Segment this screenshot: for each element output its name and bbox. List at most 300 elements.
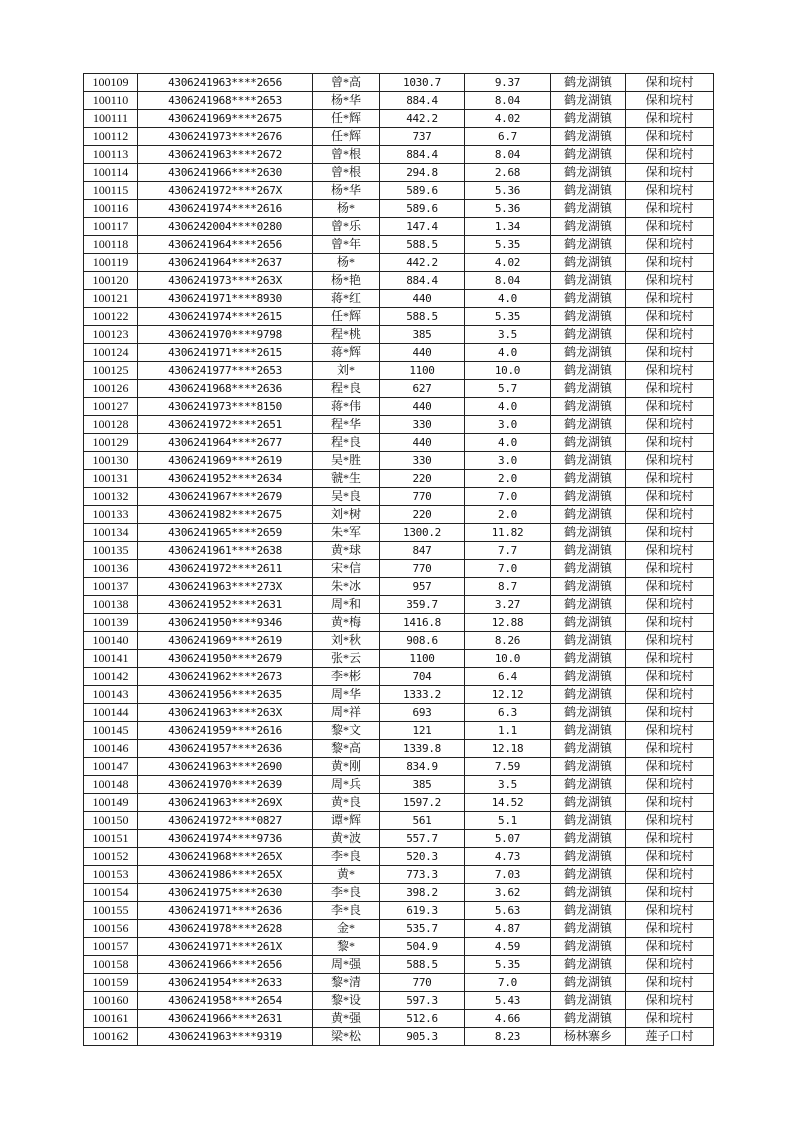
town-cell: 鹤龙湖镇 [551,866,626,884]
record-id-cell: 100128 [84,416,138,434]
id-card-number-cell: 4306241974****2616 [138,200,313,218]
table-row [84,362,714,380]
record-id-cell: 100126 [84,380,138,398]
amount-cell: 440 [380,290,465,308]
record-id-cell: 100123 [84,326,138,344]
amount-cell: 557.7 [380,830,465,848]
id-card-number-cell: 4306241968****2653 [138,92,313,110]
person-name-cell: 程*桃 [313,326,380,344]
table-row [84,920,714,938]
village-cell: 保和垸村 [626,344,714,362]
table-row [84,164,714,182]
village-cell: 保和垸村 [626,866,714,884]
record-id-cell: 100115 [84,182,138,200]
village-cell: 保和垸村 [626,956,714,974]
record-id-cell: 100149 [84,794,138,812]
id-card-number-cell: 4306241966****2656 [138,956,313,974]
quantity-cell: 1.34 [465,218,551,236]
town-cell: 鹤龙湖镇 [551,452,626,470]
amount-cell: 1300.2 [380,524,465,542]
person-name-cell: 曾*根 [313,146,380,164]
village-cell: 保和垸村 [626,146,714,164]
person-name-cell: 黎*清 [313,974,380,992]
record-id-cell: 100129 [84,434,138,452]
village-cell: 保和垸村 [626,218,714,236]
village-cell: 保和垸村 [626,254,714,272]
village-cell: 保和垸村 [626,992,714,1010]
person-name-cell: 黄*刚 [313,758,380,776]
village-cell: 保和垸村 [626,128,714,146]
table-row [84,74,714,92]
id-card-number-cell: 4306241963****2672 [138,146,313,164]
person-name-cell: 杨* [313,254,380,272]
village-cell: 保和垸村 [626,722,714,740]
quantity-cell: 3.27 [465,596,551,614]
id-card-number-cell: 4306241968****2636 [138,380,313,398]
id-card-number-cell: 4306241956****2635 [138,686,313,704]
town-cell: 鹤龙湖镇 [551,758,626,776]
person-name-cell: 黄*波 [313,830,380,848]
amount-cell: 220 [380,506,465,524]
town-cell: 鹤龙湖镇 [551,398,626,416]
table-row [84,866,714,884]
quantity-cell: 12.12 [465,686,551,704]
record-id-cell: 100151 [84,830,138,848]
id-card-number-cell: 4306241972****0827 [138,812,313,830]
record-id-cell: 100156 [84,920,138,938]
town-cell: 鹤龙湖镇 [551,974,626,992]
record-id-cell: 100121 [84,290,138,308]
person-name-cell: 曾*年 [313,236,380,254]
village-cell: 保和垸村 [626,398,714,416]
record-id-cell: 100162 [84,1028,138,1046]
village-cell: 保和垸村 [626,326,714,344]
quantity-cell: 10.0 [465,362,551,380]
town-cell: 鹤龙湖镇 [551,110,626,128]
record-id-cell: 100130 [84,452,138,470]
quantity-cell: 4.59 [465,938,551,956]
table-row [84,434,714,452]
table-row [84,1010,714,1028]
id-card-number-cell: 4306241963****273X [138,578,313,596]
village-cell: 保和垸村 [626,380,714,398]
table-row [84,830,714,848]
amount-cell: 847 [380,542,465,560]
record-id-cell: 100154 [84,884,138,902]
person-name-cell: 周*和 [313,596,380,614]
id-card-number-cell: 4306241975****2630 [138,884,313,902]
record-id-cell: 100118 [84,236,138,254]
village-cell: 保和垸村 [626,92,714,110]
id-card-number-cell: 4306241973****8150 [138,398,313,416]
person-name-cell: 黎*高 [313,740,380,758]
amount-cell: 589.6 [380,200,465,218]
town-cell: 鹤龙湖镇 [551,182,626,200]
table-row [84,776,714,794]
id-card-number-cell: 4306241952****2634 [138,470,313,488]
amount-cell: 884.4 [380,146,465,164]
quantity-cell: 8.23 [465,1028,551,1046]
amount-cell: 561 [380,812,465,830]
town-cell: 鹤龙湖镇 [551,722,626,740]
person-name-cell: 朱*军 [313,524,380,542]
town-cell: 鹤龙湖镇 [551,776,626,794]
amount-cell: 385 [380,776,465,794]
town-cell: 鹤龙湖镇 [551,542,626,560]
record-id-cell: 100132 [84,488,138,506]
table-row [84,722,714,740]
table-row [84,308,714,326]
table-row [84,488,714,506]
amount-cell: 589.6 [380,182,465,200]
amount-cell: 770 [380,974,465,992]
town-cell: 鹤龙湖镇 [551,668,626,686]
amount-cell: 834.9 [380,758,465,776]
record-id-cell: 100139 [84,614,138,632]
amount-cell: 1597.2 [380,794,465,812]
id-card-number-cell: 4306241971****2636 [138,902,313,920]
town-cell: 鹤龙湖镇 [551,344,626,362]
amount-cell: 385 [380,326,465,344]
id-card-number-cell: 4306241971****8930 [138,290,313,308]
quantity-cell: 8.26 [465,632,551,650]
person-name-cell: 吴*胜 [313,452,380,470]
table-row [84,146,714,164]
record-id-cell: 100125 [84,362,138,380]
village-cell: 保和垸村 [626,470,714,488]
id-card-number-cell: 4306241973****263X [138,272,313,290]
town-cell: 鹤龙湖镇 [551,326,626,344]
id-card-number-cell: 4306241967****2679 [138,488,313,506]
table-row [84,326,714,344]
amount-cell: 619.3 [380,902,465,920]
record-id-cell: 100155 [84,902,138,920]
table-row [84,380,714,398]
amount-cell: 957 [380,578,465,596]
village-cell: 保和垸村 [626,452,714,470]
village-cell: 保和垸村 [626,830,714,848]
village-cell: 保和垸村 [626,164,714,182]
person-name-cell: 蒋*红 [313,290,380,308]
record-id-cell: 100131 [84,470,138,488]
amount-cell: 770 [380,560,465,578]
id-card-number-cell: 4306241973****2676 [138,128,313,146]
table-row [84,344,714,362]
table-row [84,614,714,632]
village-cell: 保和垸村 [626,416,714,434]
record-id-cell: 100138 [84,596,138,614]
village-cell: 保和垸村 [626,704,714,722]
id-card-number-cell: 4306241969****2675 [138,110,313,128]
table-row [84,650,714,668]
amount-cell: 627 [380,380,465,398]
amount-cell: 1339.8 [380,740,465,758]
person-name-cell: 宋*信 [313,560,380,578]
record-id-cell: 100159 [84,974,138,992]
village-cell: 保和垸村 [626,668,714,686]
town-cell: 鹤龙湖镇 [551,884,626,902]
table-row [84,506,714,524]
town-cell: 鹤龙湖镇 [551,488,626,506]
table-row [84,956,714,974]
id-card-number-cell: 4306241954****2633 [138,974,313,992]
quantity-cell: 5.35 [465,236,551,254]
quantity-cell: 11.82 [465,524,551,542]
table-row [84,1028,714,1046]
record-id-cell: 100144 [84,704,138,722]
id-card-number-cell: 4306241964****2656 [138,236,313,254]
quantity-cell: 5.36 [465,200,551,218]
quantity-cell: 7.7 [465,542,551,560]
person-name-cell: 任*辉 [313,110,380,128]
amount-cell: 693 [380,704,465,722]
amount-cell: 330 [380,452,465,470]
person-name-cell: 梁*松 [313,1028,380,1046]
person-name-cell: 黄*强 [313,1010,380,1028]
record-id-cell: 100110 [84,92,138,110]
table-row [84,272,714,290]
id-card-number-cell: 4306241972****2611 [138,560,313,578]
town-cell: 鹤龙湖镇 [551,200,626,218]
quantity-cell: 7.0 [465,974,551,992]
village-cell: 保和垸村 [626,794,714,812]
town-cell: 鹤龙湖镇 [551,794,626,812]
quantity-cell: 10.0 [465,650,551,668]
table-row [84,200,714,218]
table-row [84,668,714,686]
amount-cell: 884.4 [380,92,465,110]
record-id-cell: 100114 [84,164,138,182]
id-card-number-cell: 4306241970****9798 [138,326,313,344]
amount-cell: 588.5 [380,956,465,974]
table-row [84,596,714,614]
amount-cell: 884.4 [380,272,465,290]
town-cell: 鹤龙湖镇 [551,308,626,326]
table-row [84,524,714,542]
amount-cell: 737 [380,128,465,146]
town-cell: 鹤龙湖镇 [551,146,626,164]
town-cell: 鹤龙湖镇 [551,902,626,920]
person-name-cell: 黄*球 [313,542,380,560]
id-card-number-cell: 4306241966****2630 [138,164,313,182]
village-cell: 莲子口村 [626,1028,714,1046]
town-cell: 鹤龙湖镇 [551,74,626,92]
quantity-cell: 3.5 [465,326,551,344]
amount-cell: 330 [380,416,465,434]
record-id-cell: 100140 [84,632,138,650]
quantity-cell: 5.07 [465,830,551,848]
record-id-cell: 100143 [84,686,138,704]
village-cell: 保和垸村 [626,1010,714,1028]
record-id-cell: 100141 [84,650,138,668]
village-cell: 保和垸村 [626,740,714,758]
quantity-cell: 3.5 [465,776,551,794]
table-row [84,236,714,254]
person-name-cell: 周*强 [313,956,380,974]
town-cell: 鹤龙湖镇 [551,164,626,182]
amount-cell: 770 [380,488,465,506]
table-row [84,416,714,434]
town-cell: 鹤龙湖镇 [551,254,626,272]
table-row [84,740,714,758]
quantity-cell: 6.3 [465,704,551,722]
village-cell: 保和垸村 [626,776,714,794]
quantity-cell: 5.43 [465,992,551,1010]
quantity-cell: 9.37 [465,74,551,92]
record-id-cell: 100148 [84,776,138,794]
village-cell: 保和垸村 [626,308,714,326]
town-cell: 鹤龙湖镇 [551,92,626,110]
quantity-cell: 2.68 [465,164,551,182]
id-card-number-cell: 4306241950****9346 [138,614,313,632]
person-name-cell: 李*良 [313,902,380,920]
person-name-cell: 金* [313,920,380,938]
table-row [84,290,714,308]
quantity-cell: 8.7 [465,578,551,596]
person-name-cell: 周*华 [313,686,380,704]
quantity-cell: 3.0 [465,416,551,434]
amount-cell: 121 [380,722,465,740]
village-cell: 保和垸村 [626,362,714,380]
records-table [83,73,714,1046]
quantity-cell: 7.03 [465,866,551,884]
id-card-number-cell: 4306241971****261X [138,938,313,956]
record-id-cell: 100137 [84,578,138,596]
person-name-cell: 黎* [313,938,380,956]
village-cell: 保和垸村 [626,632,714,650]
amount-cell: 535.7 [380,920,465,938]
table-row [84,902,714,920]
town-cell: 鹤龙湖镇 [551,362,626,380]
table-row [84,812,714,830]
town-cell: 鹤龙湖镇 [551,578,626,596]
quantity-cell: 1.1 [465,722,551,740]
town-cell: 鹤龙湖镇 [551,416,626,434]
record-id-cell: 100135 [84,542,138,560]
id-card-number-cell: 4306241982****2675 [138,506,313,524]
quantity-cell: 5.35 [465,308,551,326]
quantity-cell: 12.18 [465,740,551,758]
town-cell: 鹤龙湖镇 [551,560,626,578]
village-cell: 保和垸村 [626,272,714,290]
town-cell: 杨林寨乡 [551,1028,626,1046]
town-cell: 鹤龙湖镇 [551,1010,626,1028]
record-id-cell: 100153 [84,866,138,884]
village-cell: 保和垸村 [626,488,714,506]
table-row [84,578,714,596]
person-name-cell: 虢*生 [313,470,380,488]
table-row [84,686,714,704]
quantity-cell: 8.04 [465,92,551,110]
id-card-number-cell: 4306241974****9736 [138,830,313,848]
village-cell: 保和垸村 [626,236,714,254]
id-card-number-cell: 4306241966****2631 [138,1010,313,1028]
person-name-cell: 吴*良 [313,488,380,506]
quantity-cell: 4.02 [465,110,551,128]
id-card-number-cell: 4306241964****2677 [138,434,313,452]
amount-cell: 520.3 [380,848,465,866]
quantity-cell: 7.0 [465,560,551,578]
village-cell: 保和垸村 [626,938,714,956]
person-name-cell: 程*良 [313,380,380,398]
table-row [84,992,714,1010]
table-row [84,254,714,272]
town-cell: 鹤龙湖镇 [551,992,626,1010]
record-id-cell: 100113 [84,146,138,164]
person-name-cell: 任*辉 [313,308,380,326]
record-id-cell: 100142 [84,668,138,686]
table-row [84,218,714,236]
id-card-number-cell: 4306241962****2673 [138,668,313,686]
record-id-cell: 100117 [84,218,138,236]
person-name-cell: 曾*根 [313,164,380,182]
table-row [84,128,714,146]
town-cell: 鹤龙湖镇 [551,524,626,542]
village-cell: 保和垸村 [626,524,714,542]
person-name-cell: 李*良 [313,848,380,866]
person-name-cell: 李*良 [313,884,380,902]
amount-cell: 294.8 [380,164,465,182]
quantity-cell: 4.0 [465,434,551,452]
village-cell: 保和垸村 [626,74,714,92]
person-name-cell: 蒋*伟 [313,398,380,416]
town-cell: 鹤龙湖镇 [551,704,626,722]
village-cell: 保和垸村 [626,884,714,902]
town-cell: 鹤龙湖镇 [551,938,626,956]
person-name-cell: 李*彬 [313,668,380,686]
id-card-number-cell: 4306241971****2615 [138,344,313,362]
record-id-cell: 100136 [84,560,138,578]
record-id-cell: 100112 [84,128,138,146]
amount-cell: 597.3 [380,992,465,1010]
amount-cell: 1100 [380,650,465,668]
id-card-number-cell: 4306241972****2651 [138,416,313,434]
amount-cell: 588.5 [380,308,465,326]
village-cell: 保和垸村 [626,812,714,830]
quantity-cell: 7.0 [465,488,551,506]
id-card-number-cell: 4306241968****265X [138,848,313,866]
village-cell: 保和垸村 [626,560,714,578]
amount-cell: 440 [380,434,465,452]
person-name-cell: 刘*树 [313,506,380,524]
village-cell: 保和垸村 [626,920,714,938]
village-cell: 保和垸村 [626,614,714,632]
id-card-number-cell: 4306241974****2615 [138,308,313,326]
amount-cell: 147.4 [380,218,465,236]
amount-cell: 773.3 [380,866,465,884]
id-card-number-cell: 4306242004****0280 [138,218,313,236]
amount-cell: 1333.2 [380,686,465,704]
town-cell: 鹤龙湖镇 [551,236,626,254]
id-card-number-cell: 4306241970****2639 [138,776,313,794]
amount-cell: 908.6 [380,632,465,650]
village-cell: 保和垸村 [626,506,714,524]
person-name-cell: 黎*文 [313,722,380,740]
quantity-cell: 5.35 [465,956,551,974]
id-card-number-cell: 4306241963****9319 [138,1028,313,1046]
table-row [84,632,714,650]
quantity-cell: 4.73 [465,848,551,866]
town-cell: 鹤龙湖镇 [551,632,626,650]
quantity-cell: 14.52 [465,794,551,812]
amount-cell: 398.2 [380,884,465,902]
town-cell: 鹤龙湖镇 [551,848,626,866]
person-name-cell: 杨* [313,200,380,218]
id-card-number-cell: 4306241986****265X [138,866,313,884]
id-card-number-cell: 4306241965****2659 [138,524,313,542]
record-id-cell: 100111 [84,110,138,128]
amount-cell: 512.6 [380,1010,465,1028]
